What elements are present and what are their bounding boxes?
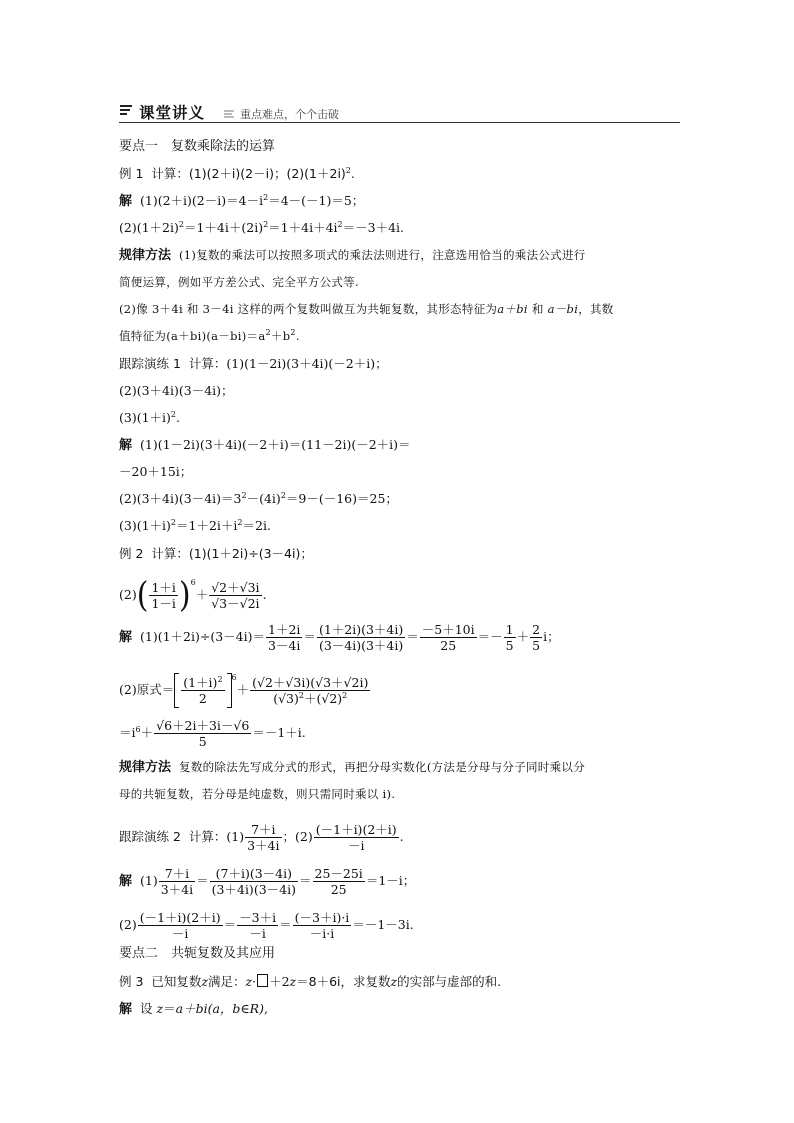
equals: ＝ <box>298 873 312 888</box>
math-text: (1＋i) <box>183 675 218 690</box>
numerator: (7＋i)(3－4i) <box>210 866 298 882</box>
numerator: 1 <box>505 622 514 637</box>
denominator: (3＋4i)(3－4i) <box>211 882 296 897</box>
exponent: 2 <box>241 491 247 500</box>
exponent: 2 <box>263 220 269 229</box>
example-1-text: 计算：(1)(2＋i)(2－i)；(2)(1＋2i) <box>151 166 346 181</box>
fraction <box>314 822 399 853</box>
variable: z <box>201 974 208 989</box>
exponent: 2 <box>217 675 223 684</box>
numerator: 7＋i <box>245 822 281 838</box>
exponent: 2 <box>342 691 348 700</box>
fraction <box>530 622 542 653</box>
question-text: 的实部与虚部的和. <box>397 974 502 989</box>
math-text: ＝1－i； <box>365 873 416 888</box>
method-text: 复数的除法先写成分式的形式，再把分母实数化(方法是分母与分子同时乘以分 <box>179 760 585 774</box>
fraction <box>237 910 278 941</box>
method-label: 规律方法 <box>119 760 172 775</box>
method-2-line-2: 母的共轭复数，若分母是纯虚数，则只需同时乘以 i). <box>119 787 396 801</box>
example-3: 例 3 已知复数z满足：z· ＋2z＝8＋6i，求复数z的实部与虚部的和. <box>119 974 502 989</box>
equals: ＝ <box>196 873 209 888</box>
denominator: 5 <box>198 734 207 749</box>
fraction <box>504 622 516 653</box>
numerator <box>181 675 224 691</box>
denominator: 3－4i <box>268 638 301 653</box>
denominator: 5 <box>532 638 541 653</box>
numerator: (－1＋i)(2＋i) <box>315 822 397 837</box>
math-text: ＋ <box>195 587 209 602</box>
fraction <box>159 866 195 897</box>
numerator: 7＋i <box>159 866 195 882</box>
practice-label: 跟踪演练 2 <box>119 829 181 844</box>
denominator <box>250 691 370 706</box>
math-text: (2)(3＋4i)(3－4i)＝3 <box>119 491 242 506</box>
question-text: 计算：(1)(1＋2i)÷(3－4i)； <box>151 546 313 561</box>
denominator: －i <box>249 926 266 941</box>
exponent: 2 <box>263 193 269 202</box>
math-text: (√3) <box>273 691 299 706</box>
denominator: －i·i <box>309 926 335 941</box>
math-text: , <box>263 1001 268 1016</box>
exponent: 6 <box>190 578 196 587</box>
math-text: ＝2i. <box>242 518 271 533</box>
math-text: ＋ <box>516 629 530 644</box>
header-title: 课堂讲义 <box>139 104 206 122</box>
question-text: ＝8＋6i，求复数 <box>296 974 391 989</box>
paren-open: ( <box>136 574 149 616</box>
period: . <box>295 329 300 343</box>
practice-1-q2: (2)(3＋4i)(3－4i)； <box>119 383 234 398</box>
equals: ＝ <box>223 917 237 932</box>
example-label: 例 3 <box>119 974 144 989</box>
denominator: 2 <box>198 691 207 706</box>
exponent: 2 <box>265 328 271 337</box>
bracket <box>174 675 231 706</box>
math-text: ＝i <box>119 725 136 740</box>
solution-1-line-1 <box>119 193 364 210</box>
math-text: (2)原式＝ <box>119 682 175 697</box>
exponent: 2 <box>298 691 304 700</box>
math-text: ＋(√2) <box>303 691 343 706</box>
paren-close: ) <box>178 574 191 616</box>
example-label: 例 1 <box>119 166 144 181</box>
exponent: 2 <box>237 518 243 527</box>
question-text: 满足： <box>208 974 246 989</box>
numerator: 2 <box>532 622 541 637</box>
solution-tr1-line-1 <box>119 437 411 454</box>
section-2-title: 要点二 共轭复数及其应用 <box>119 946 276 961</box>
exponent: 6 <box>231 673 237 682</box>
denominator: 5 <box>505 638 514 653</box>
solution-2-line-2 <box>119 675 371 706</box>
math-text: (2) <box>119 587 137 602</box>
method-text: ，其数 <box>578 302 614 316</box>
math-text: (3)(1＋i) <box>119 518 171 533</box>
fraction <box>250 675 370 706</box>
period: . <box>176 410 180 425</box>
method-text: (1)复数的乘法可以按照多项式的乘法法则进行，注意选用恰当的乘法公式进行 <box>179 248 586 262</box>
fraction <box>209 580 261 611</box>
numerator: (－1＋i)(2＋i) <box>139 910 221 925</box>
denominator: (3－4i)(3＋4i) <box>318 638 404 653</box>
method-1-line-4 <box>119 328 300 344</box>
equals: ＝ <box>279 917 292 932</box>
method-1-line-1 <box>119 247 586 264</box>
method-text: 和 <box>531 302 544 316</box>
solution-label: 解 <box>119 194 133 209</box>
exponent: 2 <box>290 328 296 337</box>
fraction <box>317 622 405 653</box>
solution-label: 解 <box>119 438 133 453</box>
solution-2-line-3 <box>119 718 306 749</box>
math-text: ＋2 <box>269 974 290 989</box>
section-1-title: 要点一 复数乘除法的运算 <box>119 139 276 154</box>
question-text: 计算：(1) <box>188 829 245 844</box>
math-text: ＝1＋2i＋i <box>176 518 238 533</box>
denominator: √3－√2i <box>211 596 260 611</box>
example-2-q2 <box>119 574 267 616</box>
solution-3 <box>119 1001 268 1018</box>
solution-2-line-1 <box>119 622 560 653</box>
period: . <box>399 829 404 844</box>
exponent: 6 <box>135 725 141 734</box>
numerator: －3＋i <box>239 910 277 925</box>
solution-1-line-2 <box>119 220 404 236</box>
denominator: －i <box>171 926 189 941</box>
math-text: ＝1＋4i＋4i <box>268 220 338 235</box>
lines-icon <box>119 104 133 117</box>
math-text: ＝－1＋i. <box>252 725 306 740</box>
question-text: 计算：(1)(1－2i)(3＋4i)(－2＋i)； <box>188 356 388 371</box>
numerator: 1＋i <box>151 580 176 595</box>
fraction <box>181 675 224 706</box>
equals: ＝ <box>477 629 491 644</box>
solution-tr1-line-2: －20＋15i； <box>119 464 193 479</box>
variable: z <box>156 1001 164 1016</box>
solution-tr1-line-3 <box>119 491 398 507</box>
exponent: 2 <box>170 518 177 527</box>
solution-tr1-line-4 <box>119 518 271 534</box>
numerator: (1＋2i)(3＋4i) <box>318 622 404 637</box>
denominator: 3＋4i <box>247 838 280 853</box>
math-text: a－bi <box>547 302 579 316</box>
math-text: －(4i) <box>246 491 281 506</box>
numerator: －5＋10i <box>421 622 475 637</box>
fraction <box>313 866 365 897</box>
numerator: 1＋2i <box>268 622 301 637</box>
header-rule <box>119 122 680 123</box>
fraction <box>266 622 302 653</box>
math-text: a＋bi(a，b∈R) <box>175 1001 264 1016</box>
numerator: √2＋√3i <box>211 580 260 595</box>
fraction <box>149 580 177 611</box>
math-text: (2) <box>119 917 137 932</box>
denominator: 25 <box>440 638 457 653</box>
practice-1-q1 <box>119 356 388 372</box>
exponent: 2 <box>280 491 286 500</box>
pencil-lines-icon <box>223 108 235 118</box>
practice-2 <box>119 822 404 853</box>
exponent: 2 <box>337 220 343 229</box>
question-text: 已知复数 <box>151 974 202 989</box>
section-header <box>119 101 680 123</box>
variable: z <box>245 974 253 989</box>
period: . <box>350 166 355 181</box>
denominator: 25 <box>330 882 347 897</box>
math-text: (1)(1－2i)(3＋4i)(－2＋i)＝(11－2i)(－2＋i)＝ <box>140 437 411 452</box>
math-text: ＝－3＋4i. <box>342 220 405 235</box>
math-text: 设 <box>140 1001 153 1016</box>
math-text: ＝－1－3i. <box>352 917 414 932</box>
math-text: ＝9－(－16)＝25； <box>285 491 398 506</box>
method-label: 规律方法 <box>119 248 172 263</box>
math-text: (2)(1＋2i) <box>119 220 179 235</box>
denominator: －i <box>347 838 365 853</box>
fraction <box>154 718 251 749</box>
math-text: (1) <box>140 873 158 888</box>
math-text: ＝1＋4i＋(2i) <box>183 220 264 235</box>
method-2-line-1 <box>119 759 585 776</box>
math-text: － <box>490 629 503 644</box>
exponent: 2 <box>170 410 177 419</box>
denominator: 1－i <box>151 596 176 611</box>
exponent: 2 <box>178 220 184 229</box>
numerator: 25－25i <box>314 866 363 881</box>
practice-1-q3 <box>119 410 180 426</box>
math-text: (1)(1＋2i)÷(3－4i)＝ <box>140 629 266 644</box>
example-2-q1 <box>119 546 313 562</box>
practice-label: 跟踪演练 1 <box>119 356 181 371</box>
numerator: (√2＋√3i)(√3＋√2i) <box>252 675 369 690</box>
solution-tr2-line-1 <box>119 866 415 897</box>
equals: ＝ <box>303 629 316 644</box>
period: . <box>262 587 267 602</box>
fraction <box>420 622 477 653</box>
method-1-line-2: 简便运算，例如平方差公式、完全平方公式等. <box>119 275 359 289</box>
math-text: ＋b <box>270 329 291 343</box>
example-1 <box>119 166 355 182</box>
variable: z <box>390 974 398 989</box>
math-text: a＋bi <box>497 302 528 316</box>
math-text: ＋ <box>140 725 154 740</box>
method-1-line-3 <box>119 301 614 317</box>
denominator: 3＋4i <box>160 882 194 897</box>
fraction <box>138 910 223 941</box>
fraction <box>245 822 281 853</box>
math-text: ；(2) <box>282 829 313 844</box>
math-text: i； <box>543 629 560 644</box>
example-label: 例 2 <box>119 546 144 561</box>
conjugate-z-box <box>257 974 268 987</box>
header-subtitle: 重点难点，个个击破 <box>240 108 339 121</box>
numerator: √6＋2i＋3i－√6 <box>156 718 250 733</box>
numerator: (－3＋i)·i <box>294 910 350 925</box>
equals: ＝ <box>406 629 419 644</box>
solution-label: 解 <box>119 874 133 889</box>
fraction <box>293 910 352 941</box>
math-text: ＋ <box>236 682 250 697</box>
solution-tr2-line-2 <box>119 910 414 941</box>
method-text: 值特征为(a＋bi)(a－bi)＝a <box>119 329 266 343</box>
method-text: (2)像 3＋4i 和 3－4i 这样的两个复数叫做互为共轭复数，其形态特征为 <box>119 302 498 316</box>
math-text: ＝4－(－1)＝5； <box>268 193 365 208</box>
math-text: (1)(2＋i)(2－i)＝4－i <box>140 193 264 208</box>
exponent: 2 <box>345 166 351 175</box>
question-text: (3)(1＋i) <box>119 410 171 425</box>
variable: z <box>289 974 297 989</box>
solution-label: 解 <box>119 1002 133 1017</box>
math-text: ＝ <box>163 1001 176 1016</box>
solution-label: 解 <box>119 630 133 645</box>
fraction <box>210 866 298 897</box>
